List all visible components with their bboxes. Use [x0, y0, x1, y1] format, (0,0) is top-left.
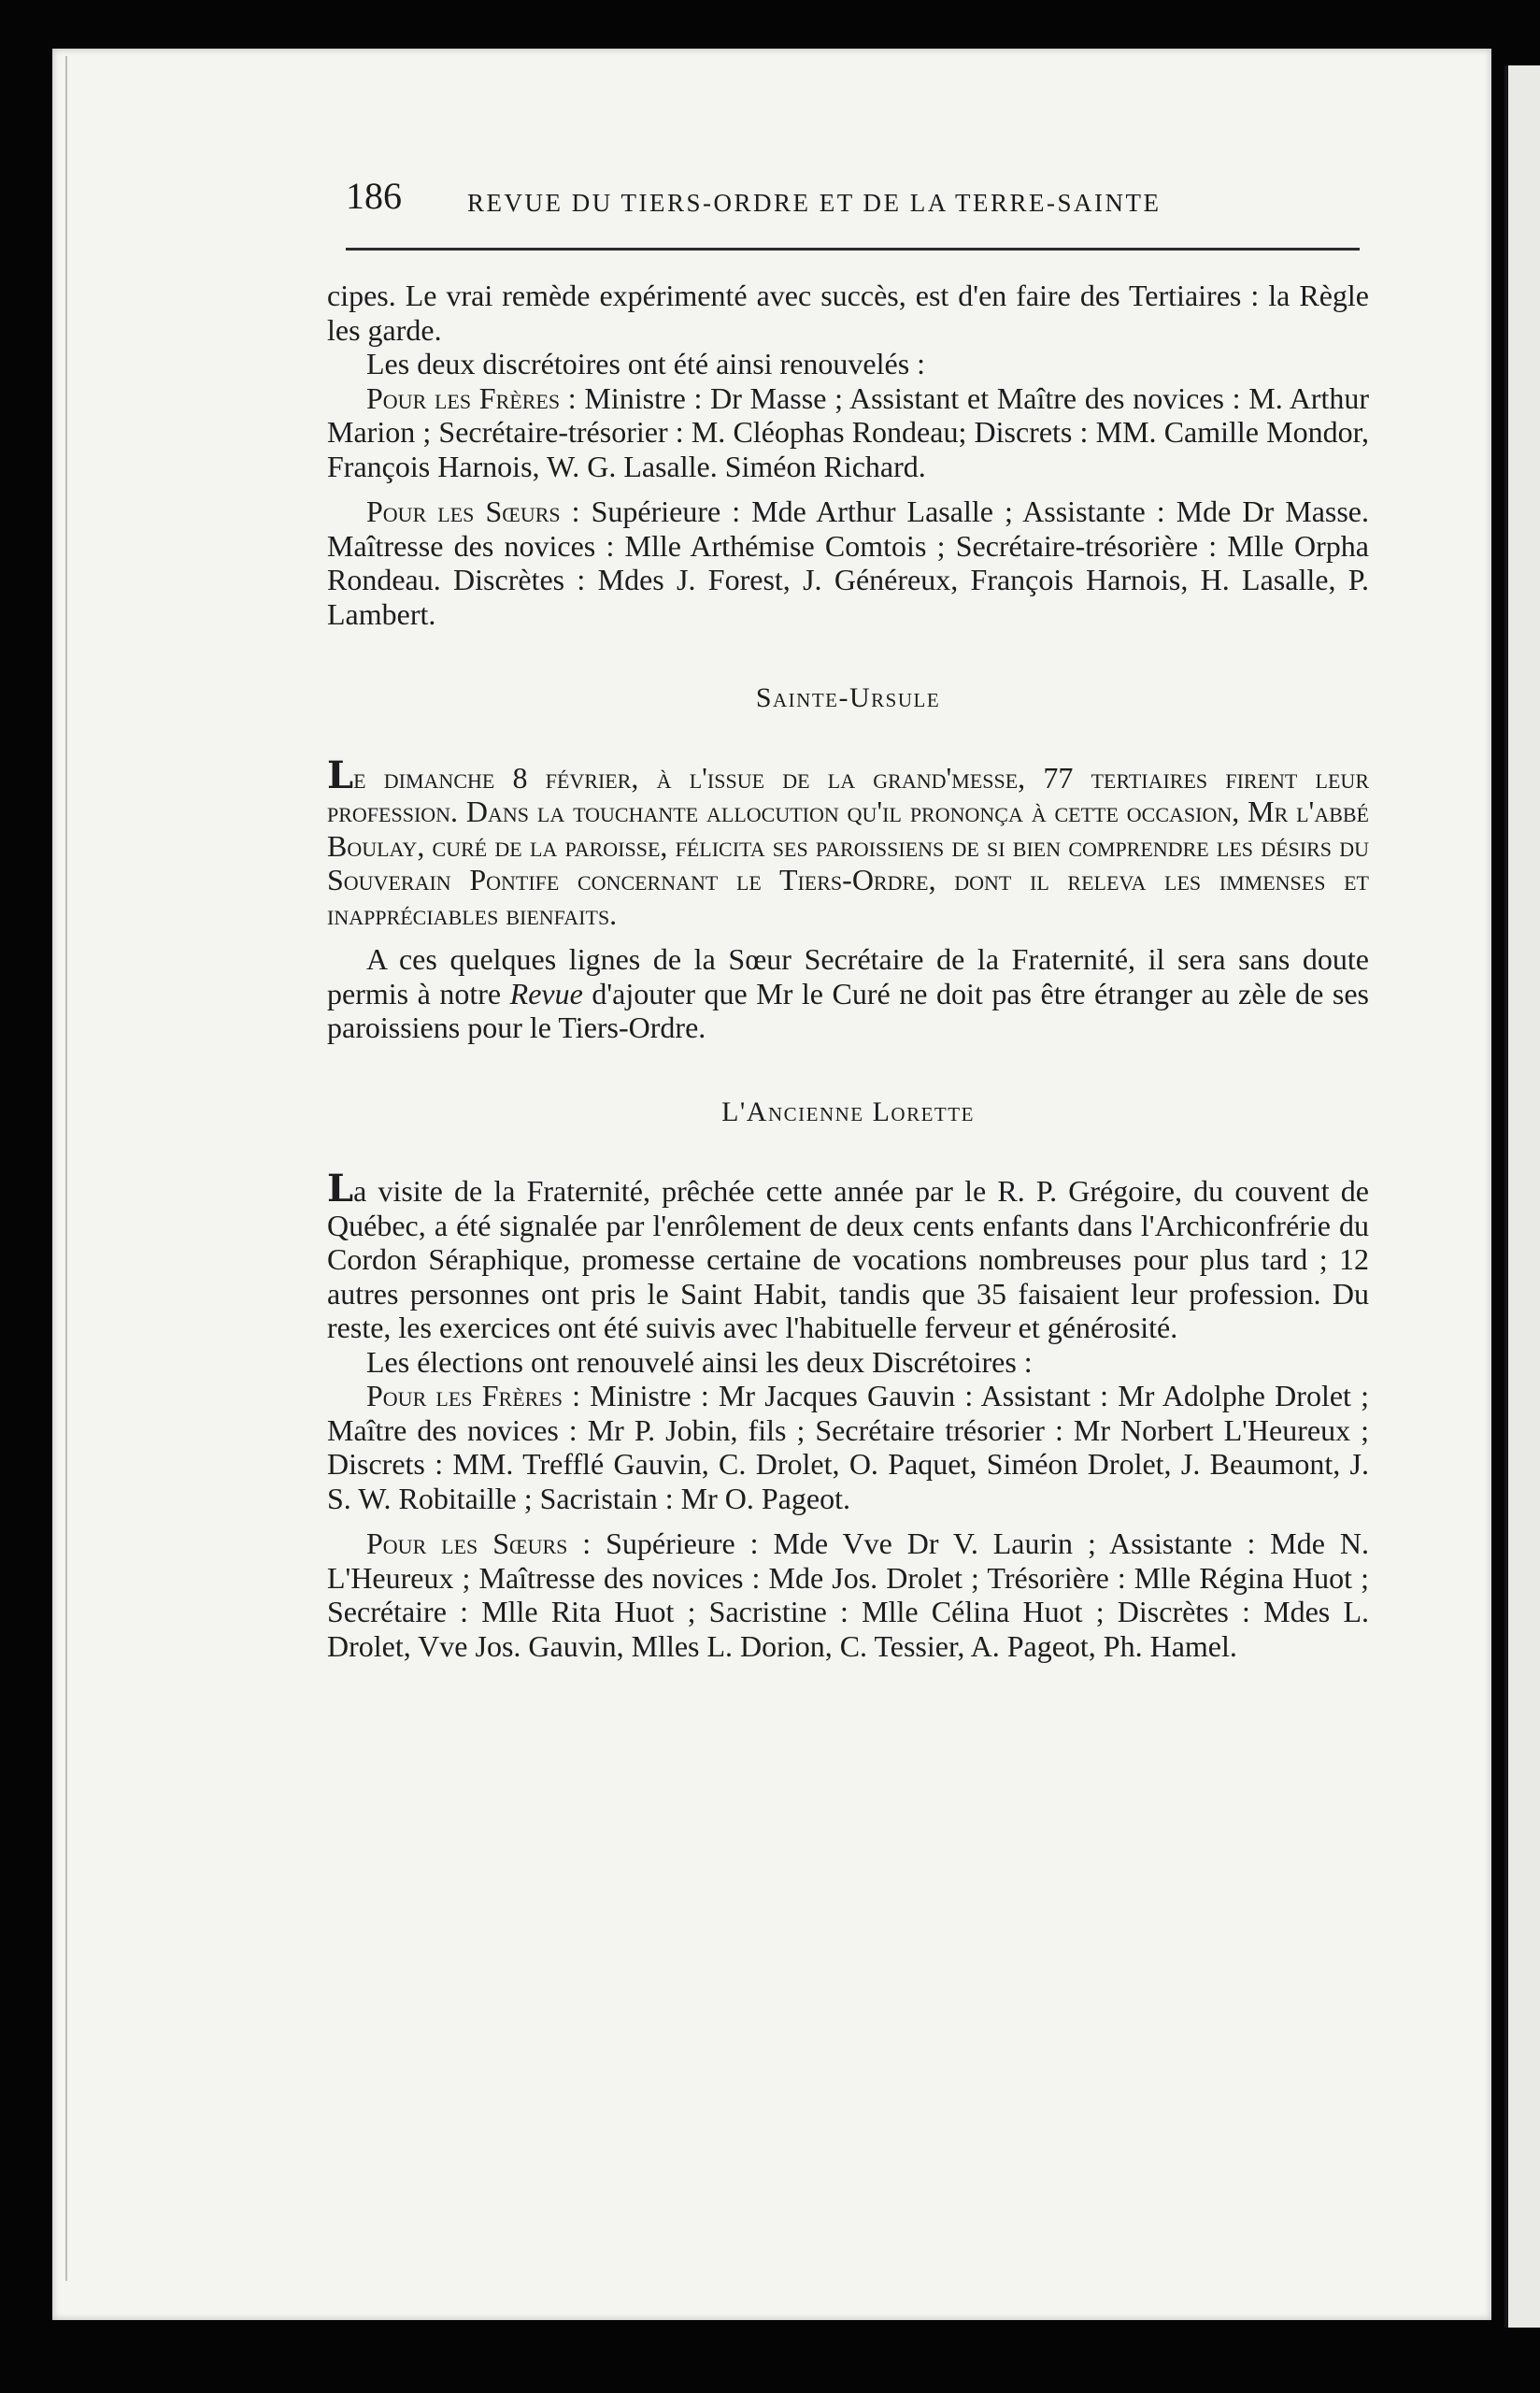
drop-cap: L: [327, 752, 354, 797]
paragraph-lorette-freres: [327, 1379, 1369, 1515]
paragraph-soeurs: [327, 494, 1369, 631]
text-sainte-ursule-1: e dimanche 8 février, à l'issue de la grand'messe, 77 tertiaires firent leur profession. Dans la touchante allocution qu'il prononça à cette occasion, Mr l'abbé Boulay, curé de la paroisse, félicita ses paroissiens de si bien comprendre les désirs du Souverain Pontife concernant le Tiers-Ordre, dont il releva les immenses et inappréciables bienfaits.: [327, 760, 1369, 931]
text-part-a: A ces quelques lignes de la Sœur Secrétaire de la Fraternité, il sera sans doute permis à notre: [327, 942, 1369, 1010]
italic-revue: Revue: [509, 976, 583, 1010]
text-lorette-1: a visite de la Fraternité, prêchée cette année par le R. P. Grégoire, du couvent de Québec, a été signalée par l'enrôlement de deux cents enfants dans l'Archiconfrérie du Cordon Séraphique, promesse certaine de vocations nombreuses pour plus tard ; 12 autres personnes ont pris le Saint Habit, tandis que 35 faisaient leur profession. Du reste, les exercices ont été suivis avec l'habituelle ferveur et générosité.: [327, 1174, 1369, 1344]
section-title-ancienne-lorette: L'Ancienne Lorette: [721, 1096, 975, 1127]
paragraph-sainte-ursule-1: [327, 752, 1369, 932]
running-title: REVUE DU TIERS-ORDRE ET DE LA TERRE-SAINTE: [467, 189, 1162, 217]
header-rule: [346, 248, 1360, 251]
paragraph-freres: [327, 381, 1369, 484]
label-soeurs: Pour les Sœurs: [366, 494, 561, 528]
paragraph-sainte-ursule-2: [327, 942, 1369, 1045]
paragraph-lorette-soeurs: [327, 1526, 1369, 1663]
label-freres: Pour les Frères: [366, 1379, 563, 1412]
paragraph-lorette-1: [327, 1167, 1369, 1345]
text-freres: : Ministre : Dr Masse ; Assistant et Maître des novices : M. Arthur Marion ; Secrétaire-trésorier : M. Cléophas Rondeau; Discrets : MM. Camille Mondor, François Harnois, W. G. Lasalle. Siméon Richard.: [327, 380, 1370, 483]
paragraph-continued: cipes. Le vrai remède expérimenté avec succès, est d'en faire des Tertiaires : la Règle les garde.: [327, 279, 1369, 347]
page-header: [346, 174, 1364, 230]
label-soeurs: Pour les Sœurs: [366, 1526, 568, 1560]
page-number: 186: [346, 175, 402, 217]
text-soeurs: : Supérieure : Mde Arthur Lasalle ; Assistante : Mde Dr Masse. Maîtresse des novices : Mlle Arthémise Comtois ; Secrétaire-trésorière : Mlle Orpha Rondeau. Discrètes : Mdes J. Forest, J. Généreux, François Harnois, H. Lasalle, P. Lambert.: [327, 494, 1370, 631]
facing-page-edge: [1504, 65, 1540, 2328]
text-lorette-soeurs: : Supérieure : Mde Vve Dr V. Laurin ; Assistante : Mde N. L'Heureux ; Maîtresse des novices : Mde Jos. Drolet ; Trésorière : Mlle Régina Huot ; Secrétaire : Mlle Rita Huot ; Sacristine : Mlle Célina Huot ; Discrètes : Mdes L. Drolet, Vve Jos. Gauvin, Mlles L. Dorion, C. Tessier, A. Pageot, Ph. Hamel.: [327, 1526, 1370, 1663]
paragraph: Les deux discrétoires ont été ainsi renouvelés :: [366, 347, 926, 380]
section-title-sainte-ursule: Sainte-Ursule: [755, 682, 941, 713]
label-freres: Pour les Frères: [366, 380, 561, 415]
page-body: [327, 279, 1369, 1663]
text-part-b: d'ajouter que Mr le Curé ne doit pas être étranger au zèle de ses paroissiens pour le Tiers-Ordre.: [327, 976, 1370, 1044]
text-lorette-freres: : Ministre : Mr Jacques Gauvin : Assistant : Mr Adolphe Drolet ; Maître des novices : Mr P. Jobin, fils ; Secrétaire trésorier : Mr Norbert L'Heureux ; Discrets : MM. Trefflé Gauvin, C. Drolet, O. Paquet, Siméon Drolet, J. Beaumont, J. S. W. Robitaille ; Sacristain : Mr O. Pageot.: [327, 1379, 1370, 1515]
page-edge: [65, 56, 67, 2281]
paragraph-lorette-2: Les élections ont renouvelé ainsi les deux Discrétoires :: [366, 1344, 1033, 1379]
drop-cap: L: [327, 1167, 354, 1211]
